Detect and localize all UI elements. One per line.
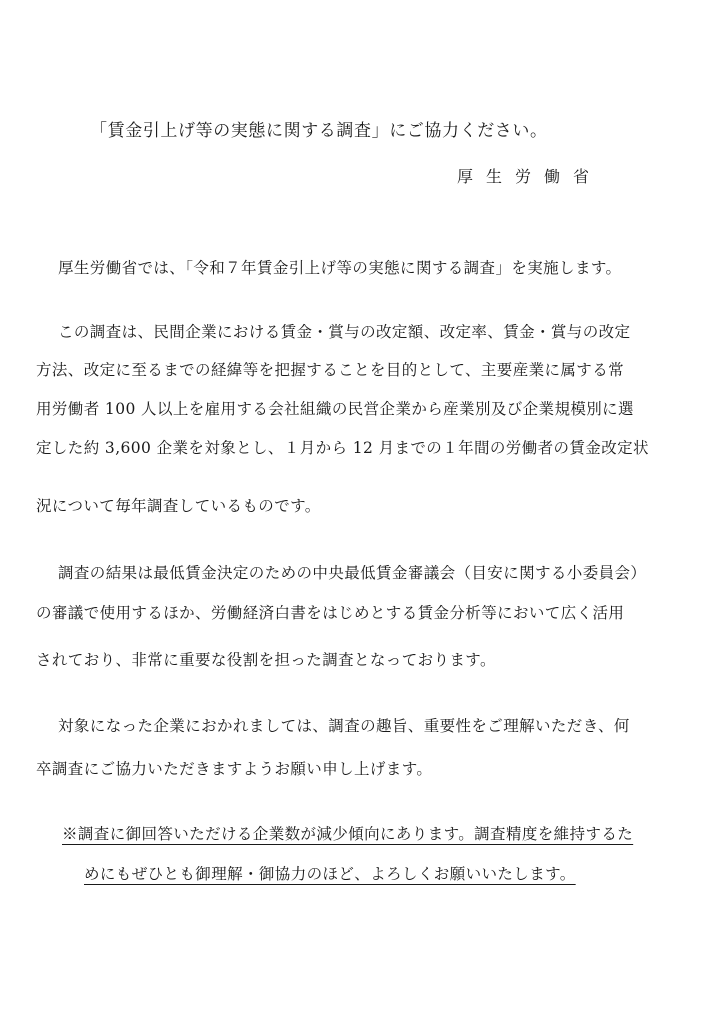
paragraph2-line-2: 方法、改定に至るまでの経緯等を把握することを目的として、主要産業に属する常: [36, 361, 624, 379]
paragraph4-line-2: 卒調査にご協力いただきますようお願い申し上げます。: [36, 760, 433, 778]
paragraph2-line-1: この調査は、民間企業における賃金・賞与の改定額、改定率、賃金・賞与の改定: [58, 323, 631, 341]
paragraph2-line-5: 況について毎年調査しているものです。: [36, 497, 321, 515]
intro-paragraph: 厚生労働省では、「令和７年賃金引上げ等の実態に関する調査」を実施します。: [58, 259, 622, 277]
note-line-1: ※調査に御回答いただける企業数が減少傾向にあります。調査精度を維持するた: [62, 825, 634, 843]
organization-name: 厚生労働省: [457, 167, 603, 186]
document-title: 「賃金引上げ等の実態に関する調査」にご協力ください。: [90, 121, 548, 141]
paragraph3-line-2: の審議で使用するほか、労働経済白書をはじめとする賃金分析等において広く活用: [36, 604, 625, 622]
paragraph4-line-1: 対象になった企業におかれましては、調査の趣旨、重要性をご理解いただき、何: [58, 717, 630, 735]
paragraph2-line-4: 定した約 3,600 企業を対象とし、１月から 12 月までの１年間の労働者の賃金改定状: [36, 439, 649, 457]
paragraph3-line-3: されており、非常に重要な役割を担った調査となっております。: [36, 651, 496, 669]
paragraph3-line-1: 調査の結果は最低賃金決定のための中央最低賃金審議会（目安に関する小委員会）: [58, 564, 647, 582]
paragraph2-line-3: 用労働者 100 人以上を雇用する会社組織の民営企業から産業別及び企業規模別に選: [36, 400, 634, 418]
note-line-2: めにもぜひとも御理解・御協力のほど、よろしくお願いいたします。: [84, 865, 576, 883]
